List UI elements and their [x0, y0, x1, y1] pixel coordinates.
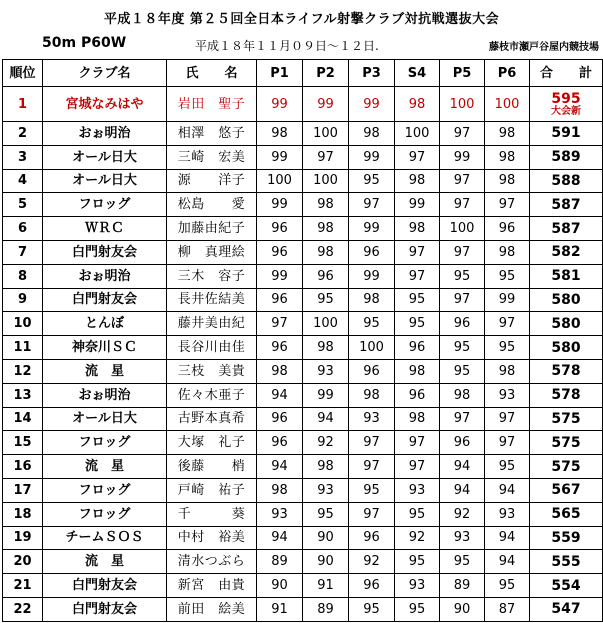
total-value: 554: [551, 577, 581, 594]
score-cell-p6: 97: [485, 431, 530, 455]
score-cell-s4: 98: [395, 87, 440, 122]
club-cell: オール日大: [43, 407, 167, 431]
score-cell-p6: 98: [485, 359, 530, 383]
table-row: [3, 87, 603, 122]
rank-cell: 4: [3, 169, 43, 193]
score-cell-p1: 96: [257, 288, 303, 312]
total-value: 591: [551, 125, 581, 142]
table-row: [3, 550, 603, 574]
rank-cell: 16: [3, 455, 43, 479]
score-cell-p6: 95: [485, 336, 530, 360]
total-cell: [530, 550, 603, 574]
score-cell-s4: 98: [395, 169, 440, 193]
column-header-s4: S4: [395, 60, 440, 87]
score-cell-p6: 94: [485, 478, 530, 502]
score-cell-p2: 100: [303, 169, 349, 193]
club-cell: 神奈川ＳＣ: [43, 336, 167, 360]
score-cell-p3: 96: [349, 359, 395, 383]
name-cell: 中村 裕美: [167, 526, 257, 550]
score-cell-p3: 92: [349, 550, 395, 574]
score-cell-p2: 91: [303, 574, 349, 598]
score-cell-p1: 96: [257, 336, 303, 360]
score-cell-p2: 90: [303, 550, 349, 574]
total-cell: [530, 407, 603, 431]
name-cell: 加藤由紀子: [167, 217, 257, 241]
table-row: [3, 574, 603, 598]
score-cell-p6: 98: [485, 145, 530, 169]
total-value: 595: [551, 90, 581, 107]
total-cell: [530, 431, 603, 455]
name-cell: 三崎 宏美: [167, 145, 257, 169]
rank-cell: 6: [3, 217, 43, 241]
name-cell: 長谷川由佳: [167, 336, 257, 360]
table-row: [3, 431, 603, 455]
score-cell-p5: 97: [440, 122, 485, 146]
club-cell: オール日大: [43, 169, 167, 193]
club-cell: フロッグ: [43, 478, 167, 502]
score-cell-p3: 99: [349, 145, 395, 169]
name-cell: 藤井美由紀: [167, 312, 257, 336]
table-row: [3, 455, 603, 479]
total-value: 580: [551, 315, 581, 332]
score-cell-p5: 100: [440, 217, 485, 241]
score-cell-p5: 98: [440, 383, 485, 407]
table-row: [3, 193, 603, 217]
table-row: [3, 169, 603, 193]
club-cell: 白門射友会: [43, 240, 167, 264]
score-cell-p2: 98: [303, 240, 349, 264]
total-cell: [530, 87, 603, 122]
score-cell-p2: 100: [303, 122, 349, 146]
rank-cell: 9: [3, 288, 43, 312]
column-header-name: 氏 名: [167, 60, 257, 87]
name-cell: 岩田 聖子: [167, 87, 257, 122]
event-dates: 平成１８年１１月０９日～１２日.: [195, 39, 379, 53]
name-cell: 後藤 梢: [167, 455, 257, 479]
score-cell-p2: 95: [303, 502, 349, 526]
score-cell-s4: 92: [395, 526, 440, 550]
score-cell-p1: 98: [257, 122, 303, 146]
column-header-p5: P5: [440, 60, 485, 87]
score-cell-p3: 97: [349, 193, 395, 217]
score-cell-s4: 97: [395, 145, 440, 169]
total-cell: [530, 502, 603, 526]
score-cell-p1: 96: [257, 407, 303, 431]
club-cell: 白門射友会: [43, 597, 167, 621]
score-cell-p3: 98: [349, 288, 395, 312]
table-row: [3, 288, 603, 312]
rank-cell: 2: [3, 122, 43, 146]
total-cell: [530, 597, 603, 621]
column-header-total: 合 計: [530, 60, 603, 87]
name-cell: 三枝 美貴: [167, 359, 257, 383]
total-value: 555: [551, 553, 581, 570]
score-cell-p5: 90: [440, 597, 485, 621]
score-cell-p1: 97: [257, 312, 303, 336]
name-cell: 長井佐結美: [167, 288, 257, 312]
score-cell-p6: 87: [485, 597, 530, 621]
score-cell-p1: 94: [257, 455, 303, 479]
score-cell-p1: 98: [257, 478, 303, 502]
rank-cell: 7: [3, 240, 43, 264]
score-cell-p6: 100: [485, 87, 530, 122]
score-cell-p5: 97: [440, 169, 485, 193]
score-cell-p3: 97: [349, 455, 395, 479]
results-table: [2, 59, 603, 622]
club-cell: フロッグ: [43, 431, 167, 455]
score-cell-p3: 96: [349, 240, 395, 264]
score-cell-p5: 94: [440, 455, 485, 479]
rank-cell: 5: [3, 193, 43, 217]
total-value: 578: [551, 387, 581, 404]
page-title: 平成１８年度 第２５回全日本ライフル射撃クラブ対抗戦選抜大会: [103, 12, 500, 27]
score-cell-p2: 97: [303, 145, 349, 169]
club-cell: 流 星: [43, 359, 167, 383]
name-cell: 大塚 礼子: [167, 431, 257, 455]
club-cell: 白門射友会: [43, 288, 167, 312]
total-cell: [530, 217, 603, 241]
total-cell: [530, 240, 603, 264]
name-cell: 相澤 悠子: [167, 122, 257, 146]
rank-cell: 13: [3, 383, 43, 407]
table-row: [3, 359, 603, 383]
name-cell: 松島 愛: [167, 193, 257, 217]
rank-cell: 22: [3, 597, 43, 621]
score-cell-s4: 96: [395, 336, 440, 360]
score-cell-p5: 97: [440, 240, 485, 264]
score-cell-p1: 100: [257, 169, 303, 193]
score-cell-p1: 94: [257, 526, 303, 550]
score-cell-s4: 95: [395, 502, 440, 526]
total-value: 580: [551, 339, 581, 356]
score-cell-p2: 99: [303, 87, 349, 122]
header-row: [3, 60, 603, 87]
score-cell-s4: 93: [395, 478, 440, 502]
total-cell: [530, 122, 603, 146]
club-cell: オール日大: [43, 145, 167, 169]
score-cell-s4: 96: [395, 383, 440, 407]
total-value: 589: [551, 149, 581, 166]
total-value: 567: [551, 482, 581, 499]
score-cell-p1: 89: [257, 550, 303, 574]
name-cell: 古野本真希: [167, 407, 257, 431]
rank-cell: 8: [3, 264, 43, 288]
total-cell: [530, 478, 603, 502]
table-row: [3, 502, 603, 526]
rank-cell: 21: [3, 574, 43, 598]
total-value: 575: [551, 410, 581, 427]
score-cell-p5: 95: [440, 550, 485, 574]
total-value: 581: [551, 268, 581, 285]
score-cell-p2: 93: [303, 478, 349, 502]
club-cell: フロッグ: [43, 193, 167, 217]
score-cell-p6: 93: [485, 502, 530, 526]
total-cell: [530, 288, 603, 312]
score-cell-p5: 100: [440, 87, 485, 122]
total-cell: [530, 526, 603, 550]
table-row: [3, 264, 603, 288]
total-value: 565: [551, 506, 581, 523]
column-header-p6: P6: [485, 60, 530, 87]
total-value: 559: [551, 529, 581, 546]
total-cell: [530, 359, 603, 383]
score-cell-p2: 92: [303, 431, 349, 455]
score-cell-p2: 95: [303, 288, 349, 312]
score-cell-s4: 98: [395, 407, 440, 431]
score-cell-p6: 97: [485, 193, 530, 217]
club-cell: 宮城なみはや: [43, 87, 167, 122]
score-cell-p6: 93: [485, 383, 530, 407]
score-cell-p1: 96: [257, 217, 303, 241]
score-cell-p5: 96: [440, 431, 485, 455]
score-cell-p1: 96: [257, 431, 303, 455]
score-cell-p5: 95: [440, 359, 485, 383]
rank-cell: 1: [3, 87, 43, 122]
score-cell-p3: 95: [349, 312, 395, 336]
score-cell-p3: 95: [349, 169, 395, 193]
score-cell-p3: 98: [349, 122, 395, 146]
score-cell-p5: 97: [440, 193, 485, 217]
score-cell-p5: 97: [440, 288, 485, 312]
name-cell: 新宮 由貴: [167, 574, 257, 598]
score-cell-p1: 99: [257, 87, 303, 122]
total-cell: [530, 574, 603, 598]
score-cell-p5: 95: [440, 264, 485, 288]
score-cell-p2: 90: [303, 526, 349, 550]
score-cell-p3: 99: [349, 264, 395, 288]
name-cell: 三木 容子: [167, 264, 257, 288]
name-cell: 源 洋子: [167, 169, 257, 193]
rank-cell: 11: [3, 336, 43, 360]
score-cell-p2: 98: [303, 193, 349, 217]
total-cell: [530, 336, 603, 360]
total-cell: [530, 312, 603, 336]
table-row: [3, 312, 603, 336]
total-cell: [530, 193, 603, 217]
score-cell-s4: 99: [395, 193, 440, 217]
score-cell-p2: 98: [303, 336, 349, 360]
score-cell-p2: 93: [303, 359, 349, 383]
score-cell-p3: 97: [349, 502, 395, 526]
rank-cell: 12: [3, 359, 43, 383]
rank-cell: 19: [3, 526, 43, 550]
score-cell-p1: 93: [257, 502, 303, 526]
score-cell-p5: 89: [440, 574, 485, 598]
table-row: [3, 240, 603, 264]
score-cell-s4: 100: [395, 122, 440, 146]
score-cell-p1: 96: [257, 240, 303, 264]
score-cell-p3: 99: [349, 87, 395, 122]
score-cell-s4: 97: [395, 240, 440, 264]
score-cell-s4: 93: [395, 574, 440, 598]
score-cell-s4: 95: [395, 312, 440, 336]
total-value: 578: [551, 363, 581, 380]
score-cell-p6: 94: [485, 526, 530, 550]
score-cell-p3: 99: [349, 217, 395, 241]
rank-cell: 17: [3, 478, 43, 502]
rank-cell: 20: [3, 550, 43, 574]
score-cell-s4: 95: [395, 597, 440, 621]
rank-cell: 15: [3, 431, 43, 455]
club-cell: 流 星: [43, 455, 167, 479]
score-cell-p1: 99: [257, 145, 303, 169]
score-cell-s4: 97: [395, 431, 440, 455]
name-cell: 清水つぶら: [167, 550, 257, 574]
score-cell-p3: 98: [349, 383, 395, 407]
total-value: 580: [551, 291, 581, 308]
total-cell: [530, 455, 603, 479]
column-header-p2: P2: [303, 60, 349, 87]
rank-cell: 14: [3, 407, 43, 431]
score-cell-s4: 97: [395, 264, 440, 288]
total-value: 587: [551, 196, 581, 213]
club-cell: フロッグ: [43, 502, 167, 526]
score-cell-s4: 95: [395, 288, 440, 312]
score-cell-p5: 99: [440, 145, 485, 169]
score-cell-p6: 94: [485, 550, 530, 574]
score-cell-p1: 98: [257, 359, 303, 383]
table-row: [3, 383, 603, 407]
event-name: 50m P60W: [42, 35, 127, 51]
event-venue: 藤枝市瀬戸谷屋内競技場: [489, 42, 599, 53]
score-cell-p1: 94: [257, 383, 303, 407]
score-cell-p3: 100: [349, 336, 395, 360]
score-cell-p1: 99: [257, 264, 303, 288]
column-header-p1: P1: [257, 60, 303, 87]
score-cell-p1: 91: [257, 597, 303, 621]
score-cell-p5: 95: [440, 336, 485, 360]
total-value: 587: [551, 220, 581, 237]
table-row: [3, 478, 603, 502]
score-cell-p2: 94: [303, 407, 349, 431]
name-cell: 柳 真理絵: [167, 240, 257, 264]
club-cell: おぉ明治: [43, 264, 167, 288]
score-cell-p6: 95: [485, 264, 530, 288]
total-value: 582: [551, 244, 581, 261]
rank-cell: 3: [3, 145, 43, 169]
column-header-p3: P3: [349, 60, 395, 87]
score-cell-p2: 89: [303, 597, 349, 621]
score-cell-p3: 96: [349, 574, 395, 598]
total-value: 575: [551, 458, 581, 475]
table-row: [3, 122, 603, 146]
score-cell-p5: 93: [440, 526, 485, 550]
total-value: 547: [551, 601, 581, 618]
score-cell-p6: 97: [485, 407, 530, 431]
score-cell-p6: 96: [485, 217, 530, 241]
score-cell-p3: 93: [349, 407, 395, 431]
table-row: [3, 407, 603, 431]
score-cell-p1: 99: [257, 193, 303, 217]
table-row: [3, 217, 603, 241]
score-cell-s4: 95: [395, 550, 440, 574]
total-value: 575: [551, 434, 581, 451]
record-badge: 大会新: [551, 105, 581, 117]
score-cell-p6: 98: [485, 169, 530, 193]
rank-cell: 18: [3, 502, 43, 526]
score-cell-p2: 98: [303, 455, 349, 479]
score-cell-p1: 90: [257, 574, 303, 598]
score-cell-p2: 96: [303, 264, 349, 288]
score-cell-p6: 98: [485, 122, 530, 146]
score-cell-p6: 99: [485, 288, 530, 312]
total-cell: [530, 145, 603, 169]
score-cell-s4: 98: [395, 217, 440, 241]
table-row: [3, 145, 603, 169]
table-row: [3, 336, 603, 360]
score-cell-p2: 98: [303, 217, 349, 241]
club-cell: おぉ明治: [43, 383, 167, 407]
name-cell: 戸崎 祐子: [167, 478, 257, 502]
club-cell: おぉ明治: [43, 122, 167, 146]
score-cell-p6: 95: [485, 574, 530, 598]
total-cell: [530, 264, 603, 288]
score-cell-p2: 100: [303, 312, 349, 336]
score-cell-s4: 97: [395, 455, 440, 479]
total-value: 588: [551, 172, 581, 189]
score-cell-p3: 97: [349, 431, 395, 455]
score-cell-p5: 96: [440, 312, 485, 336]
name-cell: 前田 絵美: [167, 597, 257, 621]
name-cell: 千 葵: [167, 502, 257, 526]
club-cell: とんぼ: [43, 312, 167, 336]
score-cell-p3: 95: [349, 478, 395, 502]
club-cell: チームＳＯＳ: [43, 526, 167, 550]
score-cell-p5: 97: [440, 407, 485, 431]
score-cell-p5: 94: [440, 478, 485, 502]
club-cell: 白門射友会: [43, 574, 167, 598]
column-header-club: クラブ名: [43, 60, 167, 87]
rank-cell: 10: [3, 312, 43, 336]
name-cell: 佐々木亜子: [167, 383, 257, 407]
total-cell: [530, 169, 603, 193]
score-cell-p3: 95: [349, 597, 395, 621]
total-cell: [530, 383, 603, 407]
score-cell-p2: 99: [303, 383, 349, 407]
club-cell: 流 星: [43, 550, 167, 574]
score-cell-p6: 95: [485, 455, 530, 479]
table-row: [3, 526, 603, 550]
column-header-rank: 順位: [3, 60, 43, 87]
score-cell-p6: 97: [485, 312, 530, 336]
club-cell: ＷＲＣ: [43, 217, 167, 241]
score-cell-p3: 96: [349, 526, 395, 550]
score-cell-s4: 98: [395, 359, 440, 383]
table-row: [3, 597, 603, 621]
score-cell-p5: 92: [440, 502, 485, 526]
score-cell-p6: 98: [485, 240, 530, 264]
